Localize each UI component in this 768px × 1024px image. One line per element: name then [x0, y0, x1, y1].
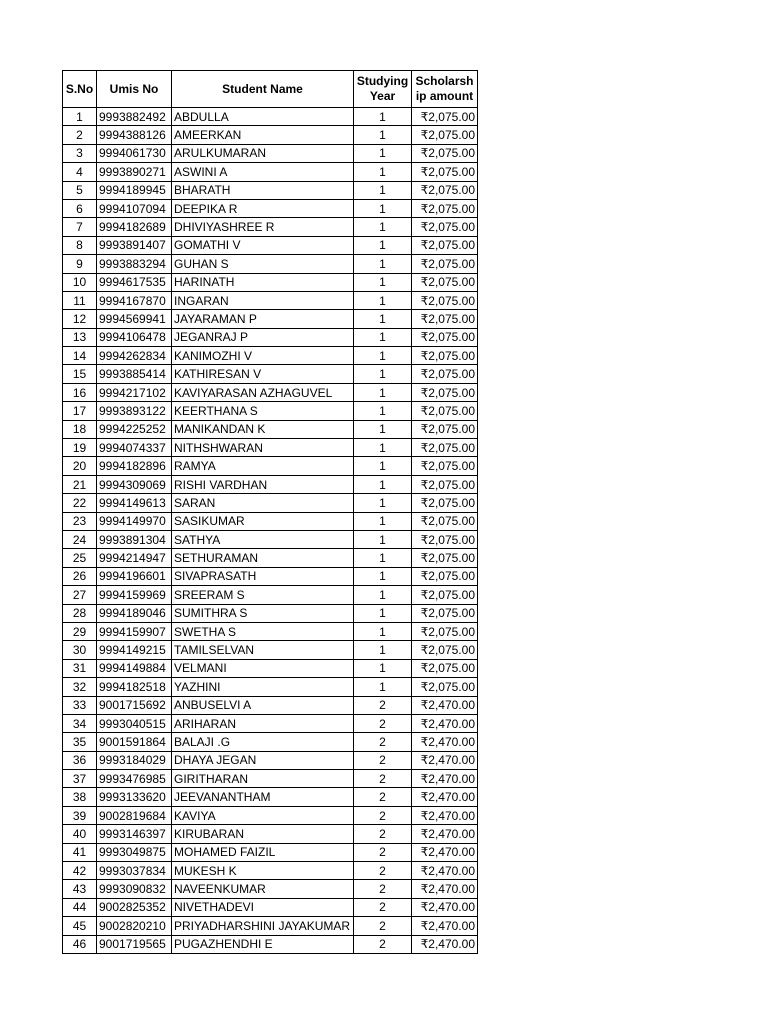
cell-student-name: JEEVANANTHAM: [172, 788, 354, 806]
cell-studying-year: 1: [354, 567, 412, 585]
cell-sno: 4: [63, 163, 97, 181]
table-row: [63, 549, 478, 567]
cell-studying-year: 2: [354, 917, 412, 935]
header-student-name: Student Name: [172, 71, 354, 108]
cell-umis-no: 9994189046: [97, 604, 172, 622]
cell-student-name: MUKESH K: [172, 862, 354, 880]
table-row: [63, 806, 478, 824]
cell-studying-year: 1: [354, 255, 412, 273]
cell-umis-no: 9994149884: [97, 659, 172, 677]
cell-umis-no: 9002820210: [97, 917, 172, 935]
table-row: [63, 273, 478, 291]
table-row: [63, 751, 478, 769]
cell-studying-year: 1: [354, 604, 412, 622]
cell-sno: 42: [63, 862, 97, 880]
cell-student-name: NITHSHWARAN: [172, 439, 354, 457]
cell-scholarship-amount: ₹2,075.00: [412, 586, 478, 604]
cell-studying-year: 1: [354, 402, 412, 420]
cell-student-name: NAVEENKUMAR: [172, 880, 354, 898]
table-row: [63, 567, 478, 585]
cell-student-name: ASWINI A: [172, 163, 354, 181]
table-row: [63, 420, 478, 438]
cell-student-name: KEERTHANA S: [172, 402, 354, 420]
table-row: [63, 586, 478, 604]
table-row: [63, 659, 478, 677]
cell-sno: 31: [63, 659, 97, 677]
cell-student-name: ANBUSELVI A: [172, 696, 354, 714]
cell-student-name: BHARATH: [172, 181, 354, 199]
cell-umis-no: 9993040515: [97, 714, 172, 732]
cell-sno: 20: [63, 457, 97, 475]
cell-student-name: NIVETHADEVI: [172, 898, 354, 916]
table-row: [63, 163, 478, 181]
cell-student-name: SATHYA: [172, 530, 354, 548]
cell-studying-year: 2: [354, 714, 412, 732]
cell-sno: 24: [63, 530, 97, 548]
cell-scholarship-amount: ₹2,470.00: [412, 696, 478, 714]
cell-umis-no: 9994149613: [97, 494, 172, 512]
table-row: [63, 255, 478, 273]
cell-sno: 16: [63, 383, 97, 401]
cell-studying-year: 1: [354, 199, 412, 217]
cell-studying-year: 1: [354, 126, 412, 144]
cell-student-name: MOHAMED FAIZIL: [172, 843, 354, 861]
cell-student-name: GUHAN S: [172, 255, 354, 273]
table-row: [63, 199, 478, 217]
cell-sno: 34: [63, 714, 97, 732]
cell-scholarship-amount: ₹2,075.00: [412, 402, 478, 420]
cell-umis-no: 9993049875: [97, 843, 172, 861]
cell-scholarship-amount: ₹2,470.00: [412, 806, 478, 824]
cell-student-name: RAMYA: [172, 457, 354, 475]
table-row: [63, 862, 478, 880]
table-row: [63, 457, 478, 475]
cell-umis-no: 9994214947: [97, 549, 172, 567]
cell-umis-no: 9994159969: [97, 586, 172, 604]
cell-sno: 11: [63, 291, 97, 309]
cell-scholarship-amount: ₹2,075.00: [412, 273, 478, 291]
cell-umis-no: 9993885414: [97, 365, 172, 383]
cell-studying-year: 2: [354, 788, 412, 806]
cell-scholarship-amount: ₹2,075.00: [412, 659, 478, 677]
cell-scholarship-amount: ₹2,470.00: [412, 770, 478, 788]
cell-studying-year: 2: [354, 696, 412, 714]
cell-student-name: KANIMOZHI V: [172, 347, 354, 365]
cell-studying-year: 1: [354, 494, 412, 512]
cell-scholarship-amount: ₹2,075.00: [412, 218, 478, 236]
cell-scholarship-amount: ₹2,470.00: [412, 862, 478, 880]
cell-umis-no: 9993476985: [97, 770, 172, 788]
cell-student-name: SIVAPRASATH: [172, 567, 354, 585]
header-row: [63, 71, 478, 108]
table-row: [63, 365, 478, 383]
cell-sno: 6: [63, 199, 97, 217]
cell-student-name: AMEERKAN: [172, 126, 354, 144]
table-row: [63, 825, 478, 843]
cell-student-name: MANIKANDAN K: [172, 420, 354, 438]
cell-student-name: VELMANI: [172, 659, 354, 677]
cell-scholarship-amount: ₹2,470.00: [412, 917, 478, 935]
cell-sno: 22: [63, 494, 97, 512]
table-row: [63, 604, 478, 622]
cell-sno: 27: [63, 586, 97, 604]
cell-scholarship-amount: ₹2,075.00: [412, 420, 478, 438]
table-row: [63, 347, 478, 365]
cell-umis-no: 9994309069: [97, 475, 172, 493]
cell-studying-year: 1: [354, 163, 412, 181]
cell-sno: 8: [63, 236, 97, 254]
cell-student-name: PRIYADHARSHINI JAYAKUMAR: [172, 917, 354, 935]
cell-scholarship-amount: ₹2,075.00: [412, 567, 478, 585]
cell-umis-no: 9994149215: [97, 641, 172, 659]
cell-umis-no: 9994225252: [97, 420, 172, 438]
scholarship-table: [62, 70, 478, 954]
cell-student-name: SETHURAMAN: [172, 549, 354, 567]
cell-umis-no: 9994182689: [97, 218, 172, 236]
cell-sno: 30: [63, 641, 97, 659]
table-row: [63, 383, 478, 401]
cell-student-name: RISHI VARDHAN: [172, 475, 354, 493]
cell-sno: 3: [63, 144, 97, 162]
table-row: [63, 236, 478, 254]
cell-student-name: GIRITHARAN: [172, 770, 354, 788]
cell-studying-year: 2: [354, 733, 412, 751]
cell-student-name: GOMATHI V: [172, 236, 354, 254]
cell-scholarship-amount: ₹2,075.00: [412, 494, 478, 512]
cell-scholarship-amount: ₹2,075.00: [412, 236, 478, 254]
cell-scholarship-amount: ₹2,075.00: [412, 622, 478, 640]
cell-student-name: ARULKUMARAN: [172, 144, 354, 162]
cell-studying-year: 1: [354, 549, 412, 567]
table-row: [63, 512, 478, 530]
table-row: [63, 291, 478, 309]
cell-scholarship-amount: ₹2,470.00: [412, 935, 478, 953]
cell-student-name: PUGAZHENDHI E: [172, 935, 354, 953]
table-row: [63, 530, 478, 548]
cell-sno: 41: [63, 843, 97, 861]
cell-studying-year: 1: [354, 439, 412, 457]
cell-umis-no: 9993133620: [97, 788, 172, 806]
cell-sno: 17: [63, 402, 97, 420]
table-row: [63, 917, 478, 935]
cell-umis-no: 9001591864: [97, 733, 172, 751]
table-row: [63, 218, 478, 236]
cell-sno: 38: [63, 788, 97, 806]
cell-scholarship-amount: ₹2,075.00: [412, 163, 478, 181]
cell-student-name: KAVIYA: [172, 806, 354, 824]
cell-umis-no: 9994106478: [97, 328, 172, 346]
table-row: [63, 144, 478, 162]
table-row: [63, 181, 478, 199]
cell-sno: 23: [63, 512, 97, 530]
table-row: [63, 880, 478, 898]
cell-scholarship-amount: ₹2,470.00: [412, 788, 478, 806]
cell-student-name: YAZHINI: [172, 678, 354, 696]
cell-scholarship-amount: ₹2,470.00: [412, 825, 478, 843]
cell-scholarship-amount: ₹2,075.00: [412, 383, 478, 401]
cell-student-name: SARAN: [172, 494, 354, 512]
cell-umis-no: 9994074337: [97, 439, 172, 457]
cell-student-name: SASIKUMAR: [172, 512, 354, 530]
header-sno: S.No: [63, 71, 97, 108]
cell-scholarship-amount: ₹2,075.00: [412, 199, 478, 217]
cell-student-name: SWETHA S: [172, 622, 354, 640]
cell-umis-no: 9994217102: [97, 383, 172, 401]
table-row: [63, 733, 478, 751]
cell-sno: 35: [63, 733, 97, 751]
cell-scholarship-amount: ₹2,075.00: [412, 604, 478, 622]
cell-studying-year: 2: [354, 770, 412, 788]
cell-studying-year: 2: [354, 751, 412, 769]
cell-scholarship-amount: ₹2,075.00: [412, 641, 478, 659]
cell-umis-no: 9994159907: [97, 622, 172, 640]
table-row: [63, 108, 478, 126]
cell-scholarship-amount: ₹2,075.00: [412, 678, 478, 696]
cell-umis-no: 9994189945: [97, 181, 172, 199]
cell-student-name: SREERAM S: [172, 586, 354, 604]
cell-scholarship-amount: ₹2,075.00: [412, 457, 478, 475]
cell-sno: 44: [63, 898, 97, 916]
cell-student-name: TAMILSELVAN: [172, 641, 354, 659]
cell-umis-no: 9993893122: [97, 402, 172, 420]
cell-student-name: DHIVIYASHREE R: [172, 218, 354, 236]
cell-studying-year: 1: [354, 365, 412, 383]
cell-studying-year: 1: [354, 512, 412, 530]
cell-scholarship-amount: ₹2,075.00: [412, 365, 478, 383]
cell-student-name: JEGANRAJ P: [172, 328, 354, 346]
cell-umis-no: 9993891407: [97, 236, 172, 254]
cell-student-name: ARIHARAN: [172, 714, 354, 732]
cell-umis-no: 9994262834: [97, 347, 172, 365]
cell-studying-year: 2: [354, 843, 412, 861]
cell-sno: 37: [63, 770, 97, 788]
cell-sno: 40: [63, 825, 97, 843]
cell-scholarship-amount: ₹2,075.00: [412, 475, 478, 493]
table-row: [63, 678, 478, 696]
header-umis-no: Umis No: [97, 71, 172, 108]
cell-studying-year: 1: [354, 641, 412, 659]
cell-scholarship-amount: ₹2,075.00: [412, 310, 478, 328]
cell-student-name: ABDULLA: [172, 108, 354, 126]
cell-sno: 29: [63, 622, 97, 640]
cell-student-name: DEEPIKA R: [172, 199, 354, 217]
table-row: [63, 641, 478, 659]
cell-studying-year: 1: [354, 236, 412, 254]
cell-umis-no: 9994061730: [97, 144, 172, 162]
header-studying-year: Studying Year: [354, 71, 412, 108]
cell-studying-year: 1: [354, 586, 412, 604]
cell-umis-no: 9994182518: [97, 678, 172, 696]
cell-student-name: BALAJI .G: [172, 733, 354, 751]
cell-umis-no: 9994149970: [97, 512, 172, 530]
table-body: [63, 108, 478, 954]
cell-studying-year: 1: [354, 310, 412, 328]
cell-scholarship-amount: ₹2,470.00: [412, 880, 478, 898]
cell-sno: 46: [63, 935, 97, 953]
cell-scholarship-amount: ₹2,075.00: [412, 291, 478, 309]
cell-scholarship-amount: ₹2,075.00: [412, 144, 478, 162]
cell-sno: 2: [63, 126, 97, 144]
cell-scholarship-amount: ₹2,075.00: [412, 181, 478, 199]
cell-studying-year: 1: [354, 347, 412, 365]
table-row: [63, 714, 478, 732]
header-scholarship-amount: Scholarship amount: [412, 71, 478, 108]
cell-scholarship-amount: ₹2,075.00: [412, 530, 478, 548]
cell-sno: 5: [63, 181, 97, 199]
cell-umis-no: 9001719565: [97, 935, 172, 953]
table-row: [63, 439, 478, 457]
table-row: [63, 126, 478, 144]
cell-scholarship-amount: ₹2,075.00: [412, 512, 478, 530]
table-row: [63, 770, 478, 788]
cell-umis-no: 9993090832: [97, 880, 172, 898]
table-row: [63, 475, 478, 493]
cell-umis-no: 9993890271: [97, 163, 172, 181]
cell-studying-year: 1: [354, 291, 412, 309]
table-row: [63, 788, 478, 806]
cell-scholarship-amount: ₹2,075.00: [412, 549, 478, 567]
cell-umis-no: 9994182896: [97, 457, 172, 475]
cell-studying-year: 1: [354, 108, 412, 126]
cell-studying-year: 1: [354, 181, 412, 199]
cell-student-name: HARINATH: [172, 273, 354, 291]
cell-sno: 10: [63, 273, 97, 291]
cell-studying-year: 1: [354, 622, 412, 640]
table-row: [63, 696, 478, 714]
cell-sno: 28: [63, 604, 97, 622]
cell-studying-year: 2: [354, 880, 412, 898]
cell-sno: 36: [63, 751, 97, 769]
cell-umis-no: 9993882492: [97, 108, 172, 126]
cell-studying-year: 1: [354, 383, 412, 401]
cell-scholarship-amount: ₹2,075.00: [412, 439, 478, 457]
cell-scholarship-amount: ₹2,075.00: [412, 328, 478, 346]
cell-sno: 12: [63, 310, 97, 328]
cell-umis-no: 9002825352: [97, 898, 172, 916]
table-row: [63, 935, 478, 953]
cell-scholarship-amount: ₹2,470.00: [412, 733, 478, 751]
cell-scholarship-amount: ₹2,075.00: [412, 255, 478, 273]
table-row: [63, 402, 478, 420]
cell-sno: 19: [63, 439, 97, 457]
cell-sno: 1: [63, 108, 97, 126]
cell-sno: 21: [63, 475, 97, 493]
cell-student-name: KATHIRESAN V: [172, 365, 354, 383]
cell-scholarship-amount: ₹2,470.00: [412, 898, 478, 916]
cell-studying-year: 2: [354, 806, 412, 824]
table-row: [63, 494, 478, 512]
cell-umis-no: 9994388126: [97, 126, 172, 144]
cell-umis-no: 9002819684: [97, 806, 172, 824]
table-row: [63, 310, 478, 328]
cell-umis-no: 9993891304: [97, 530, 172, 548]
cell-student-name: DHAYA JEGAN: [172, 751, 354, 769]
cell-umis-no: 9993037834: [97, 862, 172, 880]
cell-sno: 7: [63, 218, 97, 236]
cell-scholarship-amount: ₹2,470.00: [412, 714, 478, 732]
cell-sno: 25: [63, 549, 97, 567]
table-header: [63, 71, 478, 108]
cell-student-name: JAYARAMAN P: [172, 310, 354, 328]
cell-student-name: KIRUBARAN: [172, 825, 354, 843]
cell-studying-year: 1: [354, 659, 412, 677]
table-row: [63, 328, 478, 346]
cell-sno: 14: [63, 347, 97, 365]
cell-studying-year: 1: [354, 457, 412, 475]
cell-student-name: SUMITHRA S: [172, 604, 354, 622]
cell-studying-year: 1: [354, 144, 412, 162]
cell-scholarship-amount: ₹2,075.00: [412, 347, 478, 365]
cell-student-name: INGARAN: [172, 291, 354, 309]
cell-studying-year: 2: [354, 862, 412, 880]
cell-umis-no: 9994196601: [97, 567, 172, 585]
table-row: [63, 898, 478, 916]
cell-sno: 13: [63, 328, 97, 346]
cell-umis-no: 9993883294: [97, 255, 172, 273]
cell-studying-year: 2: [354, 825, 412, 843]
cell-studying-year: 1: [354, 530, 412, 548]
cell-scholarship-amount: ₹2,075.00: [412, 108, 478, 126]
cell-sno: 43: [63, 880, 97, 898]
cell-studying-year: 1: [354, 273, 412, 291]
cell-sno: 39: [63, 806, 97, 824]
cell-sno: 33: [63, 696, 97, 714]
cell-scholarship-amount: ₹2,470.00: [412, 751, 478, 769]
table-row: [63, 622, 478, 640]
cell-sno: 26: [63, 567, 97, 585]
table-row: [63, 843, 478, 861]
cell-sno: 45: [63, 917, 97, 935]
cell-umis-no: 9993146397: [97, 825, 172, 843]
cell-studying-year: 1: [354, 218, 412, 236]
cell-scholarship-amount: ₹2,075.00: [412, 126, 478, 144]
cell-sno: 15: [63, 365, 97, 383]
cell-sno: 9: [63, 255, 97, 273]
cell-studying-year: 1: [354, 475, 412, 493]
cell-sno: 18: [63, 420, 97, 438]
cell-umis-no: 9993184029: [97, 751, 172, 769]
cell-studying-year: 1: [354, 328, 412, 346]
cell-student-name: KAVIYARASAN AZHAGUVEL: [172, 383, 354, 401]
cell-umis-no: 9994617535: [97, 273, 172, 291]
cell-umis-no: 9994569941: [97, 310, 172, 328]
cell-sno: 32: [63, 678, 97, 696]
cell-umis-no: 9994107094: [97, 199, 172, 217]
cell-umis-no: 9994167870: [97, 291, 172, 309]
cell-scholarship-amount: ₹2,470.00: [412, 843, 478, 861]
cell-studying-year: 1: [354, 678, 412, 696]
cell-studying-year: 2: [354, 935, 412, 953]
cell-studying-year: 2: [354, 898, 412, 916]
cell-studying-year: 1: [354, 420, 412, 438]
cell-umis-no: 9001715692: [97, 696, 172, 714]
